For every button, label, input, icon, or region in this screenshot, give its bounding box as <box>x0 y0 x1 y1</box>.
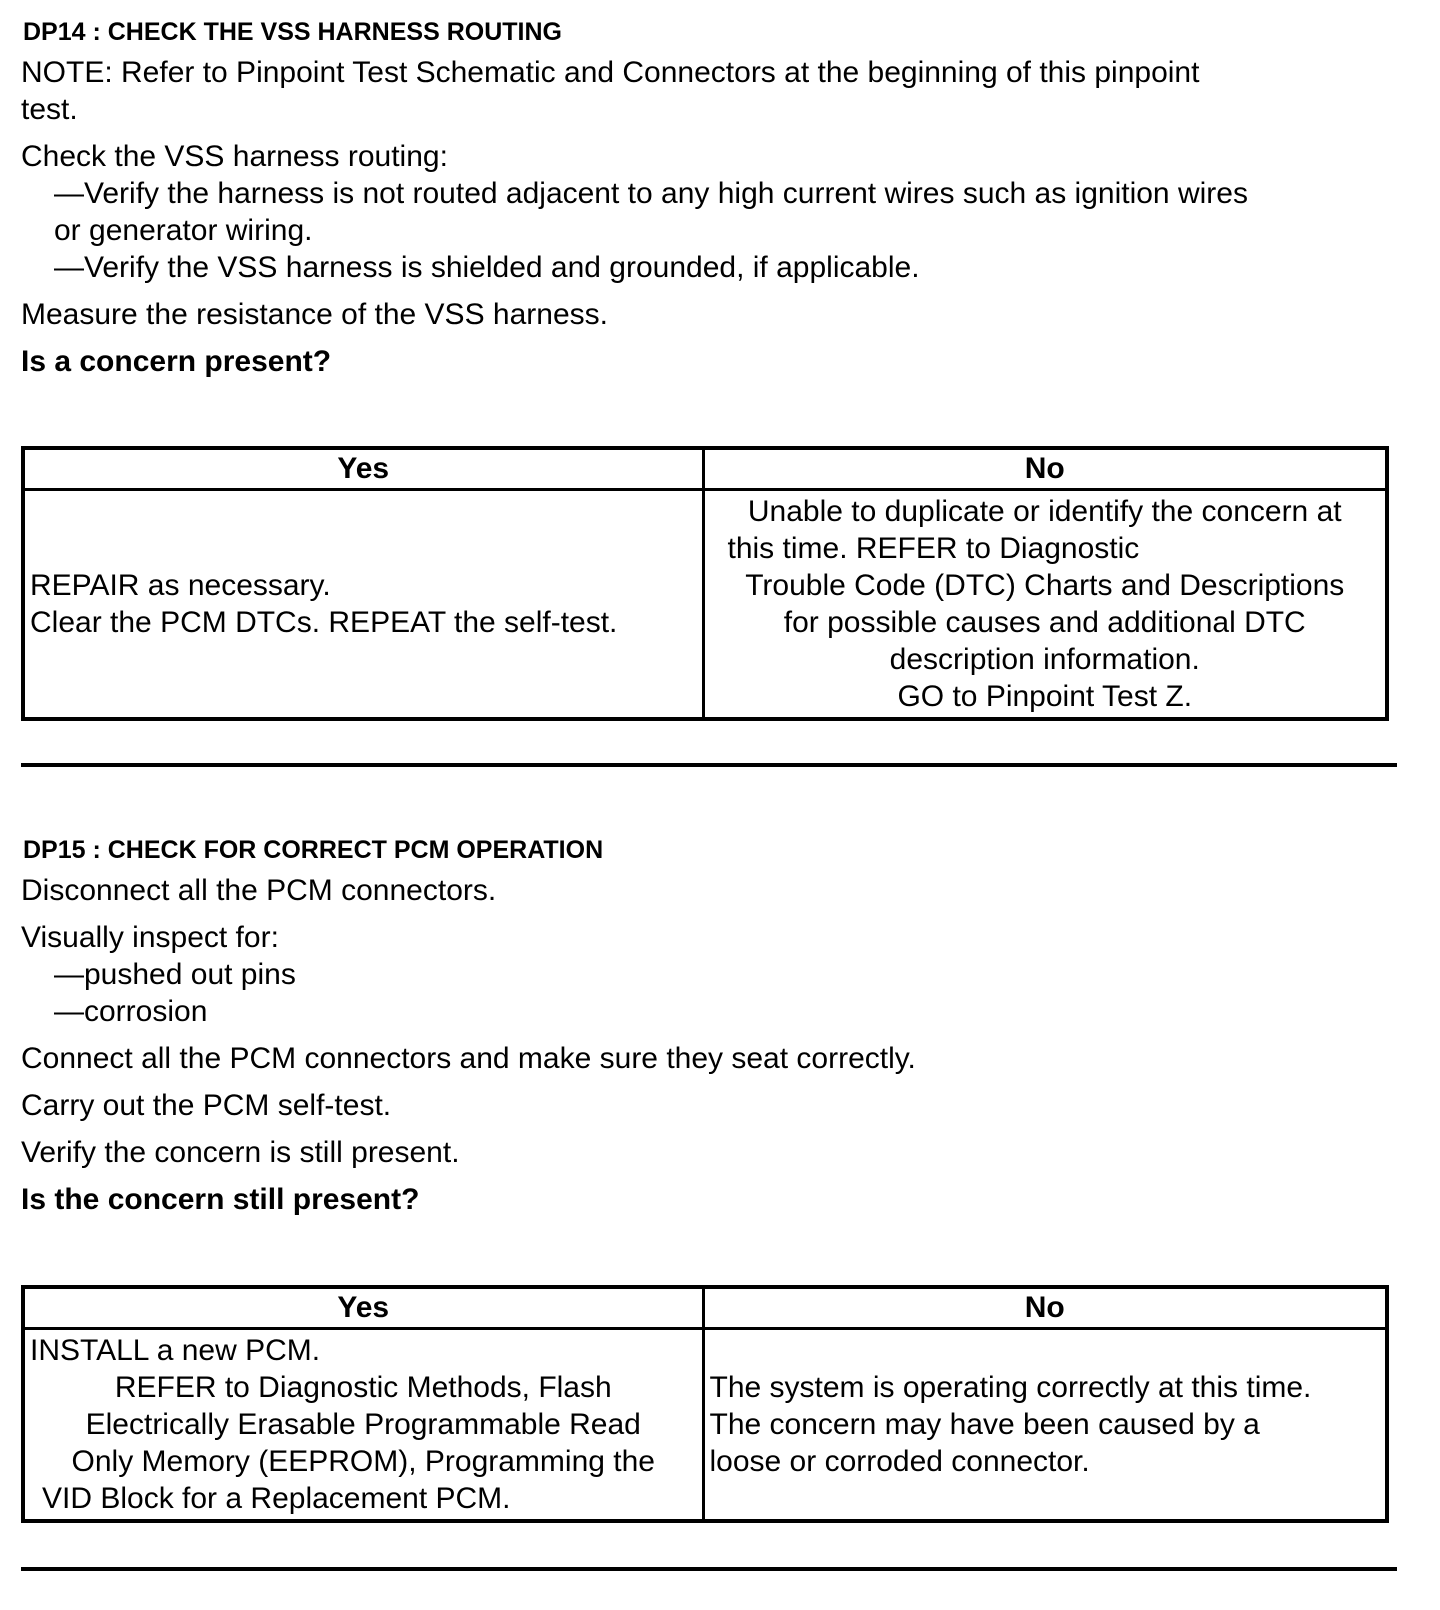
dp14-no-line5: description information. <box>889 643 1200 676</box>
dp15-disconnect: Disconnect all the PCM connectors. <box>21 874 497 907</box>
dp15-yes-line1: INSTALL a new PCM. <box>30 1334 321 1367</box>
dp15-question: Is the concern still present? <box>21 1183 420 1216</box>
dp14-note-line1: NOTE: Refer to Pinpoint Test Schematic and Connectors at the beginning of this pinpoint <box>21 56 1200 89</box>
dp14-yes-header: Yes <box>23 448 703 490</box>
dp15-yes-line2: REFER to Diagnostic Methods, Flash <box>114 1371 612 1404</box>
dp14-table-row <box>23 490 1387 720</box>
section-divider-1 <box>21 763 1397 767</box>
dp14-section <box>21 16 1401 380</box>
dp14-bullet-1-line1: —Verify the harness is not routed adjacent to any high current wires such as ignition wires <box>54 177 1248 210</box>
dp15-table-header-row <box>23 1287 1387 1329</box>
dp15-yes-cell <box>23 1329 703 1522</box>
dp14-yes-cell <box>23 490 703 720</box>
dp14-note <box>21 54 1401 128</box>
dp15-bullet-1: —pushed out pins <box>54 958 296 991</box>
dp14-bullet-2: —Verify the VSS harness is shielded and grounded, if applicable. <box>54 251 920 284</box>
dp14-measure: Measure the resistance of the VSS harness. <box>21 298 608 331</box>
dp14-no-line3: Trouble Code (DTC) Charts and Descriptions <box>745 569 1345 602</box>
dp14-note-line2: test. <box>21 93 78 126</box>
dp14-yes-line1: REPAIR as necessary. <box>30 569 331 602</box>
dp14-check-intro: Check the VSS harness routing: <box>21 140 448 173</box>
dp15-yes-line5: VID Block for a Replacement PCM. <box>42 1482 511 1515</box>
dp15-no-line2: The concern may have been caused by a <box>709 1408 1260 1441</box>
dp15-no-header: No <box>703 1287 1387 1329</box>
dp14-bullet-1-line2: or generator wiring. <box>54 214 313 247</box>
dp14-question: Is a concern present? <box>21 345 332 378</box>
dp14-no-line2: this time. REFER to Diagnostic <box>727 532 1140 565</box>
dp15-self-test: Carry out the PCM self-test. <box>21 1089 392 1122</box>
dp14-yes-line2: Clear the PCM DTCs. REPEAT the self-test. <box>30 606 618 639</box>
dp14-no-header: No <box>703 448 1387 490</box>
dp14-heading: DP14 : CHECK THE VSS HARNESS ROUTING <box>23 18 562 46</box>
dp14-no-line6: GO to Pinpoint Test Z. <box>897 680 1193 713</box>
dp15-table-row <box>23 1329 1387 1522</box>
dp14-no-line4: for possible causes and additional DTC <box>783 606 1306 639</box>
dp15-connect: Connect all the PCM connectors and make sure they seat correctly. <box>21 1042 916 1075</box>
dp15-no-line1: The system is operating correctly at this time. <box>709 1371 1312 1404</box>
dp14-bullet-list <box>21 175 1401 286</box>
dp15-inspect-intro: Visually inspect for: <box>21 921 279 954</box>
dp15-heading: DP15 : CHECK FOR CORRECT PCM OPERATION <box>23 836 604 864</box>
dp14-bullet-1 <box>21 175 1401 249</box>
dp15-yes-line4: Only Memory (EEPROM), Programming the <box>71 1445 655 1478</box>
dp15-bullet-2: —corrosion <box>54 995 208 1028</box>
section-divider-2 <box>21 1567 1397 1571</box>
dp15-no-line3: loose or corroded connector. <box>709 1445 1090 1478</box>
dp15-yes-line3: Electrically Erasable Programmable Read <box>85 1408 641 1441</box>
dp15-no-cell <box>703 1329 1387 1522</box>
dp14-table-header-row <box>23 448 1387 490</box>
dp15-answer-table <box>21 1285 1389 1523</box>
dp14-answer-table <box>21 446 1389 721</box>
dp15-yes-header: Yes <box>23 1287 703 1329</box>
dp15-section <box>21 834 1401 1218</box>
dp15-verify: Verify the concern is still present. <box>21 1136 460 1169</box>
dp15-bullet-list <box>21 956 1401 1030</box>
dp14-no-line1: Unable to duplicate or identify the concern at <box>747 495 1342 528</box>
dp14-no-cell <box>703 490 1387 720</box>
